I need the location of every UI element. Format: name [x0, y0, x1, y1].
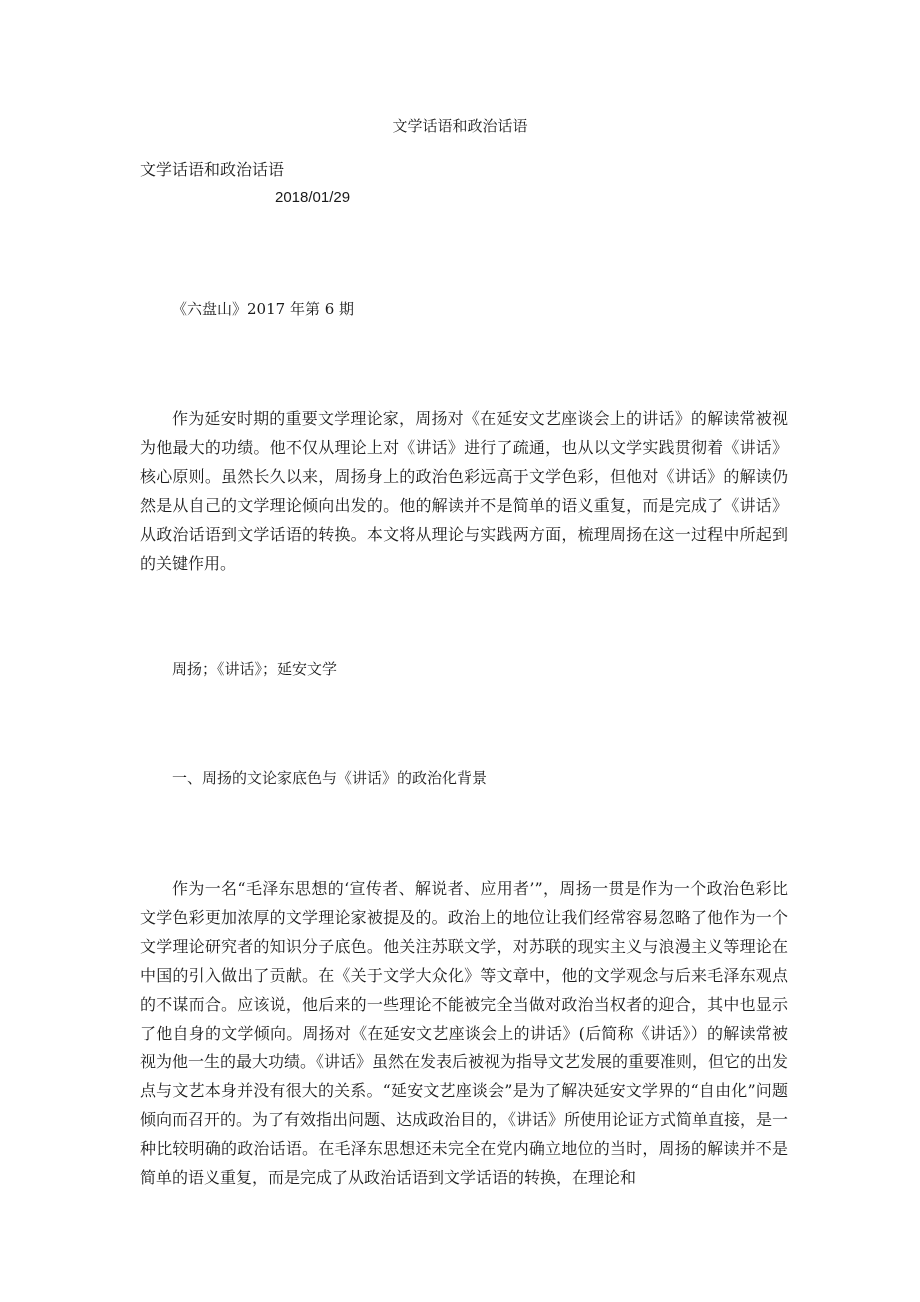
section-heading: 一、周扬的文论家底色与《讲话》的政治化背景 — [172, 769, 488, 787]
body-paragraph: 作为一名“毛泽东思想的‘宣传者、解说者、应用者’”，周扬一贯是作为一个政治色彩比文学色彩更加浓厚的文学理论家被提及的。政治上的地位让我们经常容易忽略了他作为一个文学理论研究者的知识分子底色。他关注苏联文学，对苏联的现实主义与浪漫主义等理论在中国的引入做出了贡献。在《关于文学大众化》等文章中，他的文学观念与后来毛泽东观点的不谋而合。应该说，他后来的一些理论不能被完全当做对政治当权者的迎合，其中也显示了他自身的文学倾向。周扬对《在延安文艺座谈会上的讲话》(后简称《讲话》）的解读常被视为他一生的最大功绩。《讲话》虽然在发表后被视为指导文艺发展的重要准则，但它的出发点与文艺本身并没有很大的关系。“延安文艺座谈会”是为了解决延安文学界的“自由化”问题倾向而召开的。为了有效指出问题、达成政治目的，《讲话》所使用论证方式简单直接，是一种比较明确的政治话语。在毛泽东思想还未完全在党内确立地位的当时，周扬的解读并不是简单的语义重复，而是完成了从政治话语到文学话语的转换，在理论和 — [140, 879, 789, 1188]
article-title: 文学话语和政治话语 — [140, 160, 285, 179]
document-title: 文学话语和政治话语 — [392, 117, 528, 135]
publish-date: 2018/01/29 — [275, 189, 351, 206]
abstract-paragraph: 作为延安时期的重要文学理论家，周扬对《在延安文艺座谈会上的讲话》的解读常被视为他最大的功绩。他不仅从理论上对《讲话》进行了疏通，也从以文学实践贯彻着《讲话》核心原则。虽然长久以来，周扬身上的政治色彩远高于文学色彩，但他对《讲话》的解读仍然是从自己的文学理论倾向出发的。他的解读并不是简单的语义重复，而是完成了《讲话》从政治话语到文学话语的转换。本文将从理论与实践两方面，梳理周扬在这一过程中所起到的关键作用。 — [140, 409, 788, 573]
keywords: 周扬；《讲话》；延安文学 — [172, 660, 338, 678]
journal-source: 《六盘山》2017 年第 6 期 — [172, 300, 355, 318]
